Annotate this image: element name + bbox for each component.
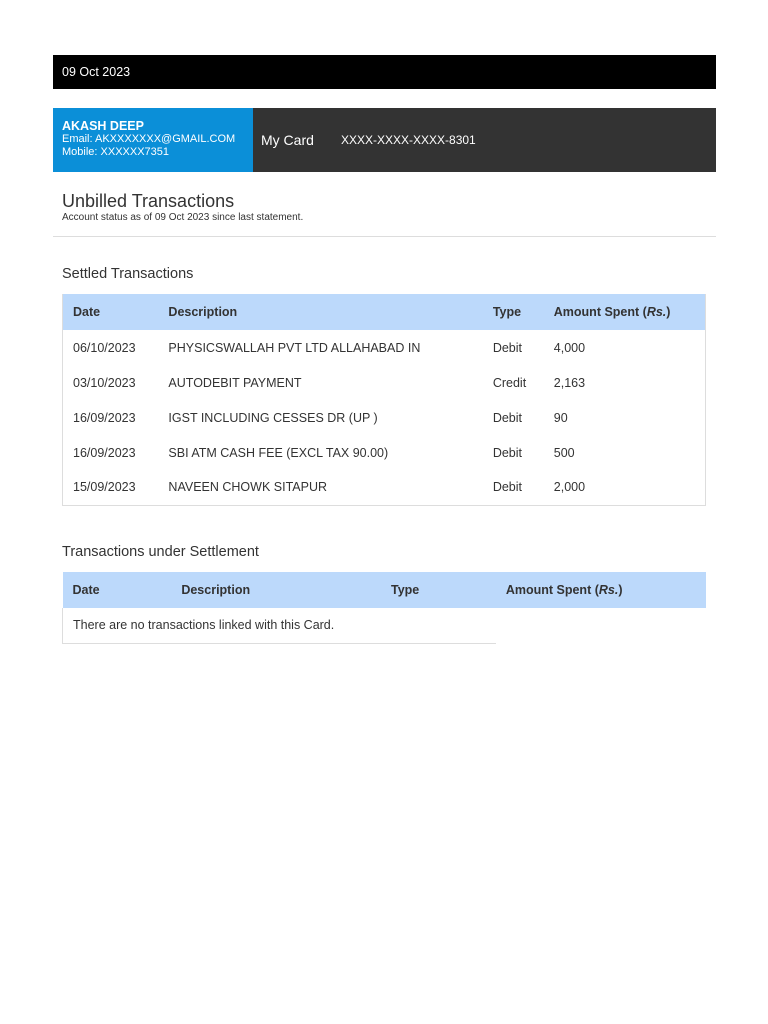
under-settlement-title: Transactions under Settlement [62,544,259,560]
table-row [63,330,706,365]
table-row [63,365,706,400]
txn-amount: 2,000 [553,480,586,495]
txn-description: SBI ATM CASH FEE (EXCL TAX 90.00) [168,445,389,460]
txn-description: NAVEEN CHOWK SITAPUR [168,480,328,495]
txn-description: PHYSICSWALLAH PVT LTD ALLAHABAD IN [168,340,421,355]
date-column-header: Date [63,572,172,608]
table-row [63,435,706,470]
unbilled-section-header [53,190,716,237]
date-column-header: Date [63,294,159,330]
empty-row [63,608,706,643]
card-header [53,108,716,172]
user-mobile: Mobile: XXXXXX7351 [62,146,170,158]
txn-type: Debit [492,445,523,460]
txn-date: 15/09/2023 [73,480,136,495]
txn-amount: 90 [553,410,568,425]
txn-date: 16/09/2023 [73,445,136,460]
table-header-row [63,294,706,330]
type-column-header: Type [381,572,496,608]
amount-column-header: Amount Spent (Rs.) [544,294,706,330]
settled-transactions-table [62,294,706,506]
description-column-header: Description [158,294,482,330]
type-column-header: Type [483,294,544,330]
txn-description: AUTODEBIT PAYMENT [168,375,302,390]
empty-message: There are no transactions linked with this Card. [63,608,496,643]
txn-amount: 500 [553,445,575,460]
amount-column-header: Amount Spent (Rs.) [496,572,706,608]
txn-date: 03/10/2023 [73,375,136,390]
statement-date: 09 Oct 2023 [62,65,131,79]
user-name: AKASH DEEP [62,119,144,133]
txn-type: Debit [492,480,523,495]
table-row [63,470,706,505]
user-email: Email: AKXXXXXXX@GMAIL.COM [62,133,236,145]
my-card-label: My Card [261,132,314,148]
user-info [53,108,253,172]
txn-type: Debit [492,340,523,355]
page-title: Unbilled Transactions [62,191,235,211]
description-column-header: Description [171,572,381,608]
under-settlement-table [62,572,706,644]
txn-type: Credit [492,375,527,390]
account-status-note: Account status as of 09 Oct 2023 since last statement. [62,212,304,223]
txn-description: IGST INCLUDING CESSES DR (UP ) [168,410,378,425]
card-number: XXXX-XXXX-XXXX-8301 [341,133,476,147]
statement-date-bar [53,55,716,89]
txn-amount: 4,000 [553,340,586,355]
txn-amount: 2,163 [553,375,586,390]
txn-type: Debit [492,410,523,425]
txn-date: 16/09/2023 [73,410,136,425]
table-row [63,400,706,435]
table-header-row [63,572,706,608]
settled-transactions-title: Settled Transactions [62,266,194,282]
txn-date: 06/10/2023 [73,340,136,355]
